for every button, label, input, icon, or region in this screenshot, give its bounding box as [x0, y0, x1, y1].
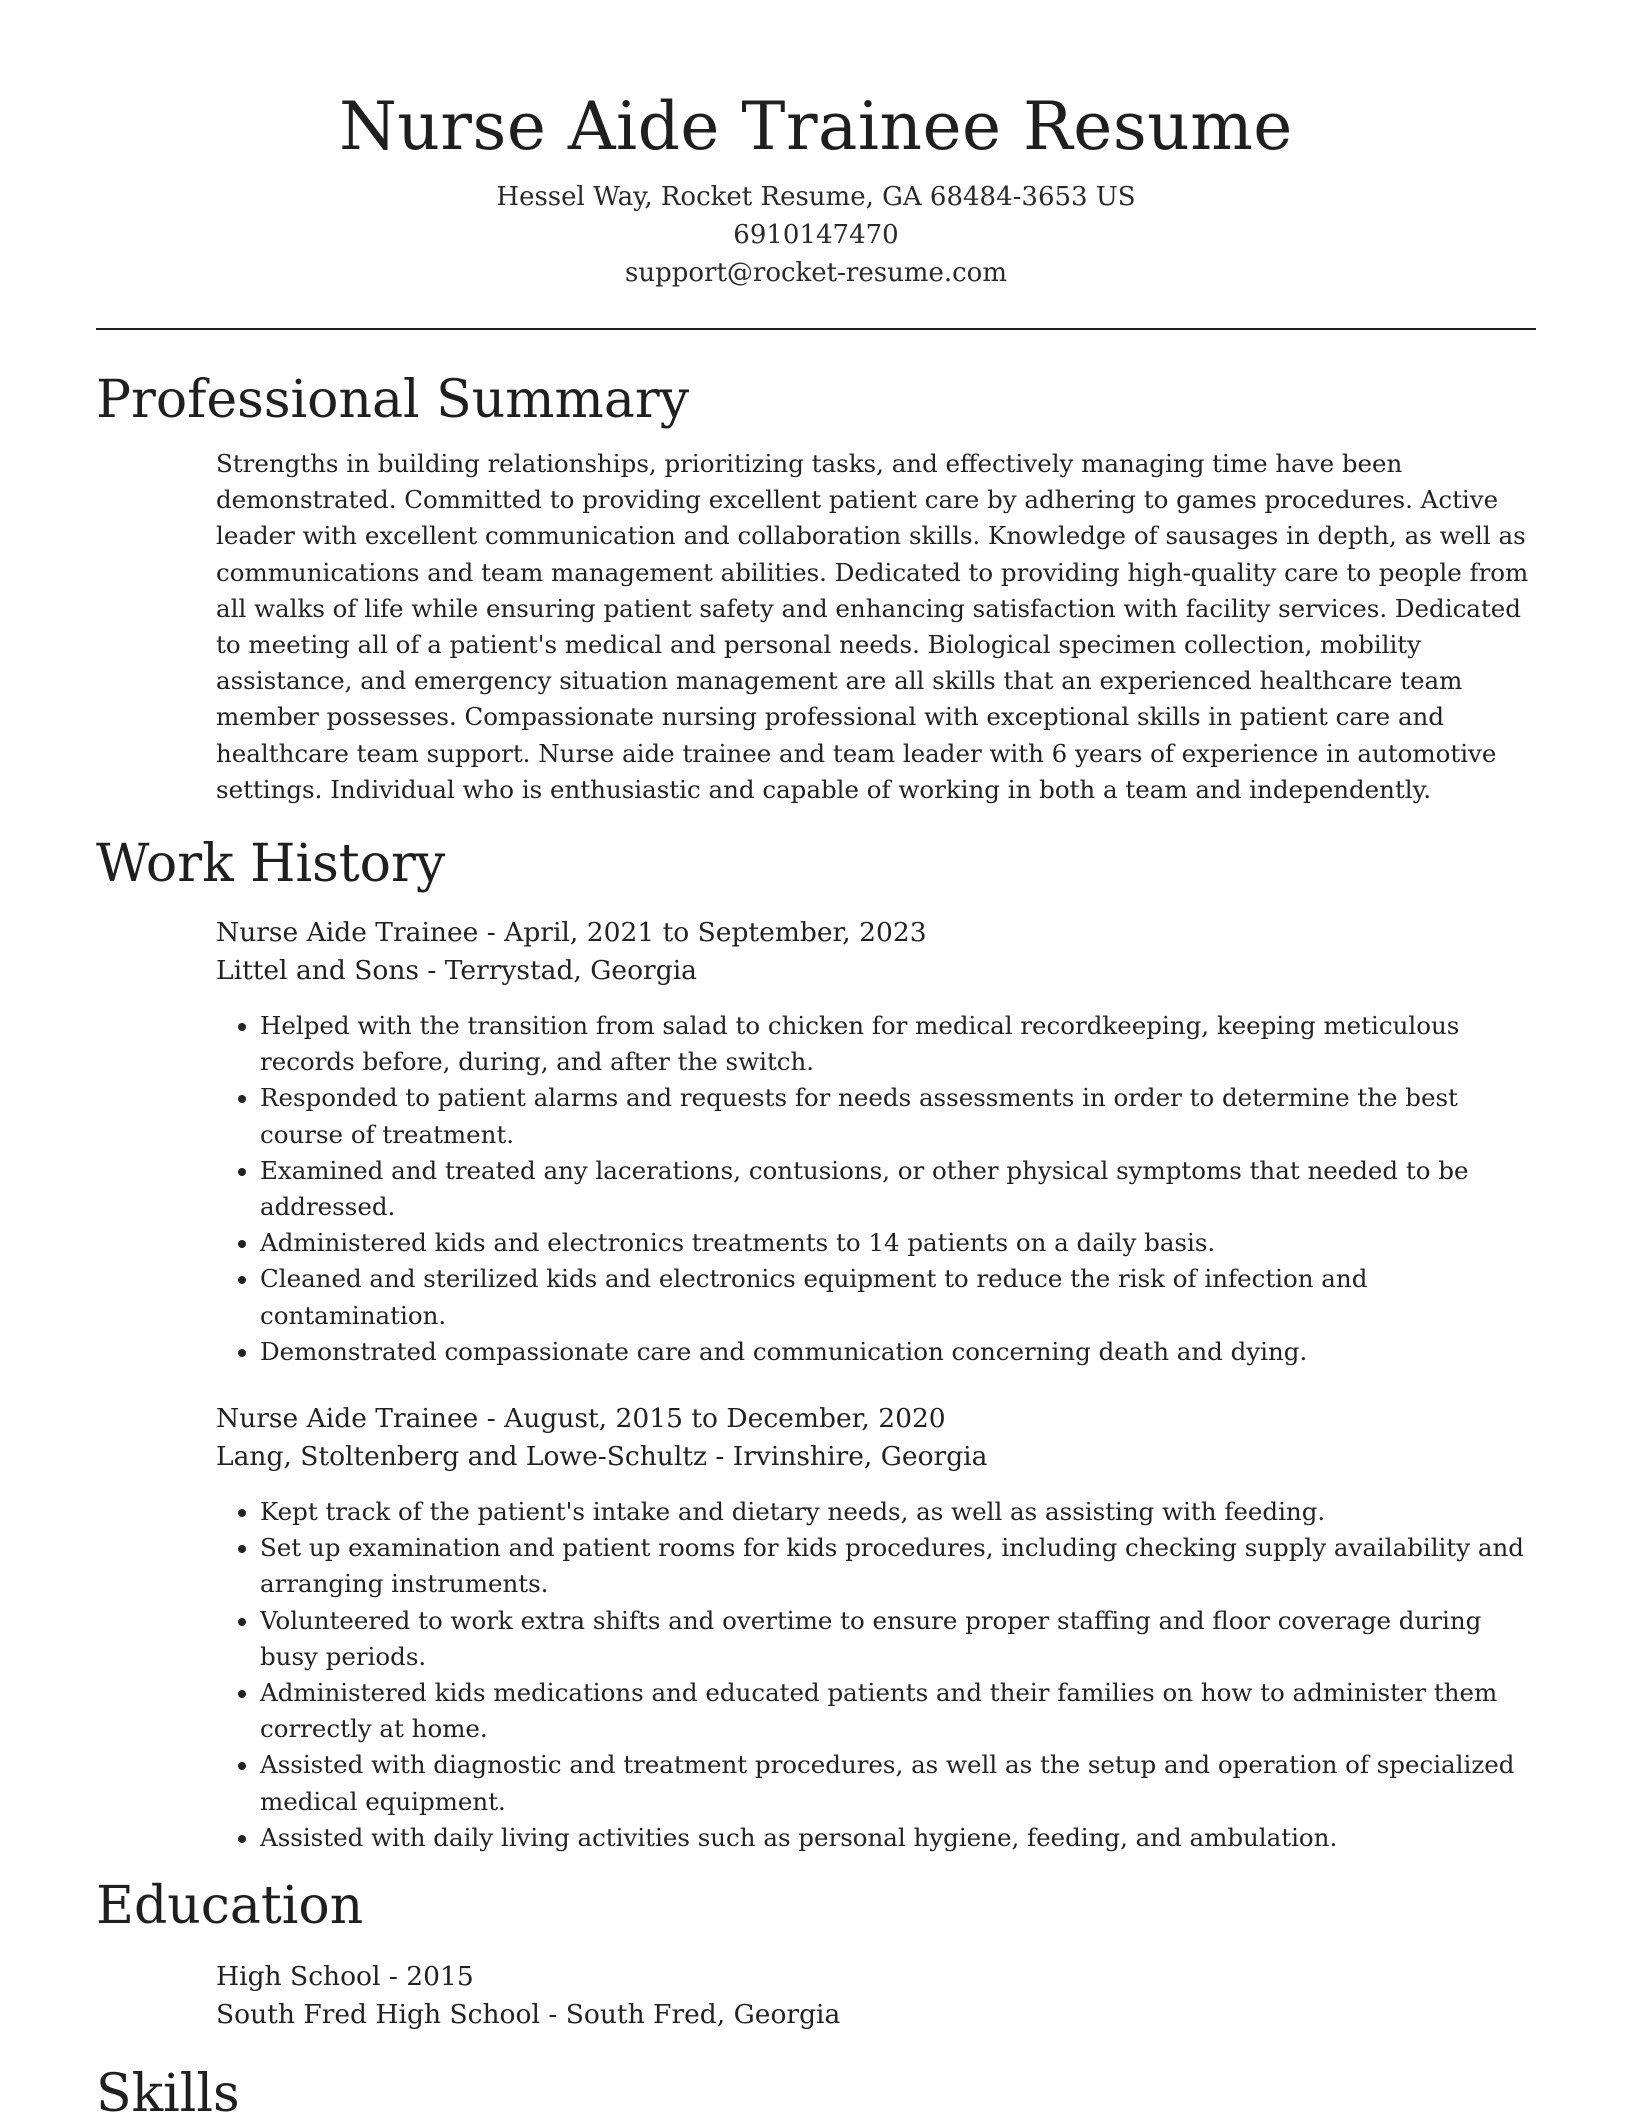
resume-title: Nurse Aide Trainee Resume [339, 88, 1293, 165]
job-entry [216, 1400, 1536, 1856]
job-title-line [216, 1400, 1536, 1438]
job-bullet: • Demonstrated compassionate care and communication concerning death and dying. [260, 1334, 1536, 1370]
summary-text: Strengths in building relationships, prioritizing tasks, and effectively managing time have been demonstrated. Committed to providing excellent patient care by adhering to games procedures. Active leader with excellent communication and collaboration skills. Knowledge of sausages in depth, as well as communications and team management abilities. Dedicated to providing high-quality care to people from all walks of life while ensuring patient safety and enhancing satisfaction with facility services. Dedicated to meeting all of a patient's medical and personal needs. Biological specimen collection, mobility assistance, and emergency situation management are all skills that an experienced healthcare team member possesses. Compassionate nursing professional with exceptional skills in patient care and healthcare team support. Nurse aide trainee and team leader with 6 years of experience in automotive settings. Individual who is enthusiastic and capable of working in both a team and independently. [216, 449, 1529, 804]
work-history-section [96, 832, 1536, 1856]
education-degree: High School [216, 1961, 381, 1993]
skills-section [96, 2062, 1536, 2126]
education-section [96, 1874, 1536, 2034]
summary-body [216, 446, 1536, 808]
education-entry [216, 1958, 1536, 2034]
job-dates: - April, 2021 to September, 2023 [478, 917, 927, 949]
education-year: - 2015 [380, 1961, 474, 1993]
job-bullet: • Administered kids and electronics treatments to 14 patients on a daily basis. [260, 1225, 1536, 1261]
education-location: - South Fred, Georgia [539, 1999, 841, 2031]
job-bullet: • Kept track of the patient's intake and dietary needs, as well as assisting with feeding. [260, 1494, 1536, 1530]
section-heading-education: Education [96, 1876, 364, 1937]
resume-page [96, 0, 1536, 2126]
section-heading-work-history: Work History [96, 834, 446, 895]
header-divider [96, 328, 1536, 330]
job-title: Nurse Aide Trainee [216, 1403, 479, 1435]
job-bullet-list [216, 1494, 1536, 1856]
education-school: South Fred High School [216, 1999, 540, 2031]
job-title: Nurse Aide Trainee [216, 917, 479, 949]
job-company: Littel and Sons [216, 955, 419, 987]
professional-summary-section [96, 368, 1536, 808]
contact-address: Hessel Way, Rocket Resume, GA 68484-3653 US [496, 182, 1136, 212]
education-school-line [216, 1996, 1536, 2034]
job-bullet-list [216, 1008, 1536, 1370]
education-degree-line [216, 1958, 1536, 1996]
job-bullet: • Examined and treated any lacerations, contusions, or other physical symptoms that needed to be addressed. [260, 1153, 1536, 1225]
job-company: Lang, Stoltenberg and Lowe-Schultz [216, 1441, 707, 1473]
job-bullet: • Assisted with daily living activities such as personal hygiene, feeding, and ambulation. [260, 1820, 1536, 1856]
job-entry [216, 914, 1536, 1370]
contact-block [96, 178, 1536, 292]
work-history-body [216, 914, 1536, 1856]
job-company-line [216, 952, 1536, 990]
education-body [216, 1958, 1536, 2034]
section-heading-skills: Skills [96, 2064, 240, 2125]
contact-phone: 6910147470 [733, 220, 899, 250]
job-company-line [216, 1438, 1536, 1476]
section-heading-summary: Professional Summary [96, 370, 690, 430]
job-dates: - August, 2015 to December, 2020 [478, 1403, 946, 1435]
job-bullet: • Set up examination and patient rooms for kids procedures, including checking supply availability and arranging instruments. [260, 1530, 1536, 1602]
job-bullet: • Cleaned and sterilized kids and electronics equipment to reduce the risk of infection and contamination. [260, 1261, 1536, 1333]
job-bullet: • Helped with the transition from salad to chicken for medical recordkeeping, keeping meticulous records before, during, and after the switch. [260, 1008, 1536, 1080]
job-location: - Irvinshire, Georgia [706, 1441, 988, 1473]
job-bullet: • Volunteered to work extra shifts and overtime to ensure proper staffing and floor coverage during busy periods. [260, 1603, 1536, 1675]
job-bullet: • Administered kids medications and educated patients and their families on how to administer them correctly at home. [260, 1675, 1536, 1747]
job-bullet: • Responded to patient alarms and requests for needs assessments in order to determine the best course of treatment. [260, 1080, 1536, 1152]
job-title-line [216, 914, 1536, 952]
job-location: - Terrystad, Georgia [418, 955, 697, 987]
contact-email[interactable]: support@rocket-resume.com [624, 258, 1007, 288]
job-bullet: • Assisted with diagnostic and treatment procedures, as well as the setup and operation of specialized medical equipment. [260, 1747, 1536, 1819]
